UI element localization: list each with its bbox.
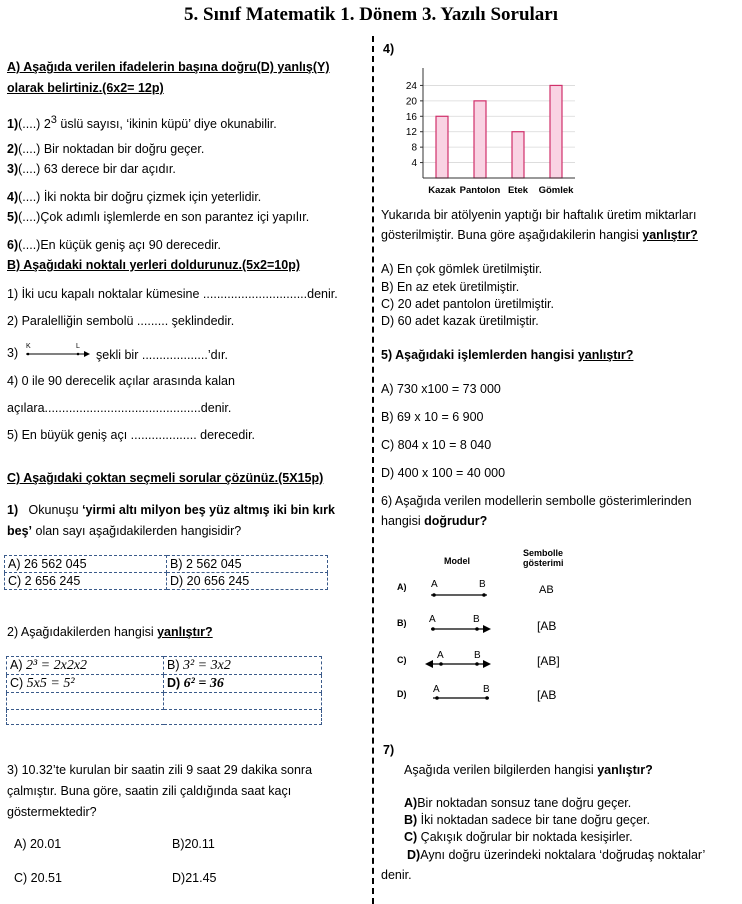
q4-option-a[interactable]: A) En çok gömlek üretilmiştir. [381, 262, 543, 276]
section-c-question-3-line1: 3) 10.32’te kurulan bir saatin zili 9 saat 29 dakika sonra [7, 763, 313, 777]
option-c[interactable]: C) 5x5 = 5² [7, 675, 164, 693]
column-divider [372, 36, 374, 904]
section-a-item-1: 1)(....) $2^3$ üslü sayısı, ‘ikinin küpü’ diye okunabilir. [7, 114, 277, 132]
answer-blank[interactable]: (....) [18, 117, 41, 132]
x-axis-labels [428, 185, 574, 196]
question-2-options [6, 656, 322, 725]
point-a-label: A [431, 579, 438, 590]
bar-kazak [436, 116, 448, 178]
q4-option-b[interactable]: B) En az etek üretilmiştir. [381, 280, 520, 294]
q4-option-d[interactable]: D) 60 adet kazak üretilmiştir. [381, 314, 539, 328]
q7-option-b[interactable]: B) İki noktadan sadece bir tane doğru geçer. [404, 813, 650, 827]
empty-cell [7, 693, 164, 710]
answer-blank[interactable]: (....) [18, 162, 41, 176]
y-tick-label: 4 [411, 158, 417, 170]
section-c-question-1-line1: 1) Okunuşu ‘yirmi altı milyon beş yüz altmış iki bin kırk [7, 503, 335, 517]
point-b-label: B [479, 579, 486, 590]
model-column-header: Model [444, 556, 470, 566]
row-c-label: C) [397, 655, 407, 665]
y-tick-label: 12 [405, 127, 417, 139]
question-4-number: 4) [383, 42, 395, 56]
point-b-label: B [474, 650, 481, 661]
row-d-label: D) [397, 689, 407, 699]
bar-pantolon [474, 101, 486, 178]
section-b-heading: B) Aşağıdaki noktalı yerleri doldurunuz.(5x2=10p) [7, 258, 301, 272]
answer-blank[interactable]: (....) [18, 238, 41, 252]
option-c[interactable]: C) 2 656 245 [5, 573, 167, 590]
option-d[interactable]: D) 20 656 245 [167, 573, 328, 590]
section-b-question-3-text: şekli bir ...................’dır. [96, 348, 228, 362]
q3-option-a[interactable]: A) 20.01 [14, 837, 62, 851]
point-k-label: K [26, 343, 31, 350]
row-a-symbol: AB [539, 584, 554, 596]
option-d[interactable]: D) 6² = 36 [164, 675, 322, 693]
q5-option-a[interactable]: A) 730 x100 = 73 000 [381, 382, 501, 396]
answer-blank[interactable]: (....) [18, 190, 41, 204]
x-label-kazak: Kazak [428, 185, 456, 196]
question-5: 5) Aşağıdaki işlemlerden hangisi yanlıştır? [381, 348, 634, 362]
section-c-question-3-line3: göstermektedir? [7, 805, 97, 819]
q7-option-c[interactable]: C) Çakışık doğrular bir noktada kesişirler. [404, 830, 633, 844]
section-c-heading: C) Aşağıdaki çoktan seçmeli sorular çözünüz.(5X15p) [7, 471, 324, 485]
row-c-symbol: [AB] [537, 654, 560, 668]
question-7-number: 7) [383, 743, 395, 757]
section-b-question-4-line1: 4) 0 ile 90 derecelik açılar arasında kalan [7, 374, 235, 388]
bar-gömlek [550, 85, 562, 178]
item-number: 1) [7, 117, 19, 132]
q7-option-a[interactable]: A)Bir noktadan sonsuz tane doğru geçer. [404, 796, 632, 810]
section-b-question-1: 1) İki ucu kapalı noktalar kümesine ..............................denir. [7, 287, 338, 301]
section-a-item-4: 4)(....) İki nokta bir doğru çizmek için yeterlidir. [7, 190, 262, 204]
answer-blank[interactable]: (....) [18, 210, 41, 224]
option-b[interactable]: B) 3² = 3x2 [164, 657, 322, 675]
option-b[interactable]: B) 2 562 045 [167, 556, 328, 573]
section-a-heading-line2: olarak belirtiniz.(6x2= 12p) [7, 81, 164, 95]
point-a-label: A [433, 684, 440, 695]
q5-option-d[interactable]: D) 400 x 100 = 40 000 [381, 466, 506, 480]
section-b-question-5: 5) En büyük geniş açı ................... derecedir. [7, 428, 256, 442]
q6-model-table [385, 544, 585, 714]
y-axis-ticks [406, 81, 418, 169]
question-6-line1: 6) Aşağıda verilen modellerin sembolle gösterimlerinden [381, 494, 692, 508]
question-6-line2: hangisi doğrudur? [381, 514, 488, 528]
x-label-etek: Etek [507, 185, 529, 196]
point-a-label: A [429, 614, 436, 625]
q3-option-c[interactable]: C) 20.51 [14, 871, 62, 885]
section-c-question-3-line2: çalmıştır. Buna göre, saatin zili çaldığında saat kaçı [7, 784, 292, 798]
q7-option-d-continuation: denir. [381, 868, 412, 882]
empty-cell [7, 710, 322, 725]
q5-option-c[interactable]: C) 804 x 10 = 8 040 [381, 438, 492, 452]
question-4-text-line2: gösterilmiştir. Buna göre aşağıdakilerin hangisi yanlıştır? [381, 228, 698, 242]
q7-option-d[interactable]: D)Aynı doğru üzerindeki noktalara ‘doğrudaş noktalar’ [407, 848, 706, 862]
production-bar-chart [395, 66, 585, 198]
q4-option-c[interactable]: C) 20 adet pantolon üretilmiştir. [381, 297, 555, 311]
section-c-question-1-line2: beş’ olan sayı aşağıdakilerden hangisidir? [7, 524, 242, 538]
option-a[interactable]: A) 2³ = 2x2x2 [7, 657, 164, 675]
question-1-options [4, 555, 328, 590]
page-title: 5. Sınıf Matematik 1. Dönem 3. Yazılı Soruları [184, 4, 558, 25]
section-a-item-2: 2)(....) Bir noktadan bir doğru geçer. [7, 142, 205, 156]
y-tick-label: 24 [405, 80, 417, 92]
q3-option-b[interactable]: B)20.11 [172, 837, 215, 851]
section-a-item-5: 5)(....)Çok adımlı işlemlerde en son parantez içi yapılır. [7, 210, 310, 224]
q5-option-b[interactable]: B) 69 x 10 = 6 900 [381, 410, 484, 424]
point-b-label: B [483, 684, 490, 695]
option-a[interactable]: A) 26 562 045 [5, 556, 167, 573]
section-c-question-2: 2) Aşağıdakilerden hangisi yanlıştır? [7, 625, 213, 639]
point-l-label: L [76, 343, 80, 350]
section-b-question-4-line2: açılara.............................................denir. [7, 401, 232, 415]
x-label-pantolon: Pantolon [459, 185, 501, 196]
point-b-label: B [473, 614, 480, 625]
row-b-symbol: [AB [537, 619, 557, 633]
question-7-line1: Aşağıda verilen bilgilerden hangisi yanlıştır? [404, 763, 653, 777]
section-b-question-3: 3) [7, 346, 19, 360]
section-a-heading-line1: A) Aşağıda verilen ifadelerin başına doğru(D) yanlış(Y) [7, 60, 330, 74]
section-a-item-6: 6)(....)En küçük geniş açı 90 derecedir. [7, 238, 222, 252]
empty-cell [164, 693, 322, 710]
y-tick-label: 8 [411, 142, 417, 154]
y-tick-label: 20 [405, 96, 417, 108]
point-a-label: A [437, 650, 444, 661]
question-4-text-line1: Yukarıda bir atölyenin yaptığı bir haftalık üretim miktarları [381, 208, 697, 222]
section-a-item-3: 3)(....) 63 derece bir dar açıdır. [7, 162, 176, 176]
symbol-column-header-2: gösterimi [523, 558, 564, 568]
x-label-gömlek: Gömlek [538, 185, 574, 196]
ray-kl-figure [22, 340, 94, 362]
row-b-label: B) [397, 618, 407, 628]
y-tick-label: 16 [405, 111, 417, 123]
q3-option-d[interactable]: D)21.45 [172, 871, 217, 885]
row-d-symbol: [AB [537, 688, 557, 702]
answer-blank[interactable]: (....) [18, 142, 41, 156]
section-b-question-2: 2) Paralelliğin sembolü ......... şeklindedir. [7, 314, 235, 328]
bar-etek [512, 132, 524, 178]
symbol-column-header-1: Sembolle [523, 548, 564, 558]
row-a-label: A) [397, 582, 407, 592]
